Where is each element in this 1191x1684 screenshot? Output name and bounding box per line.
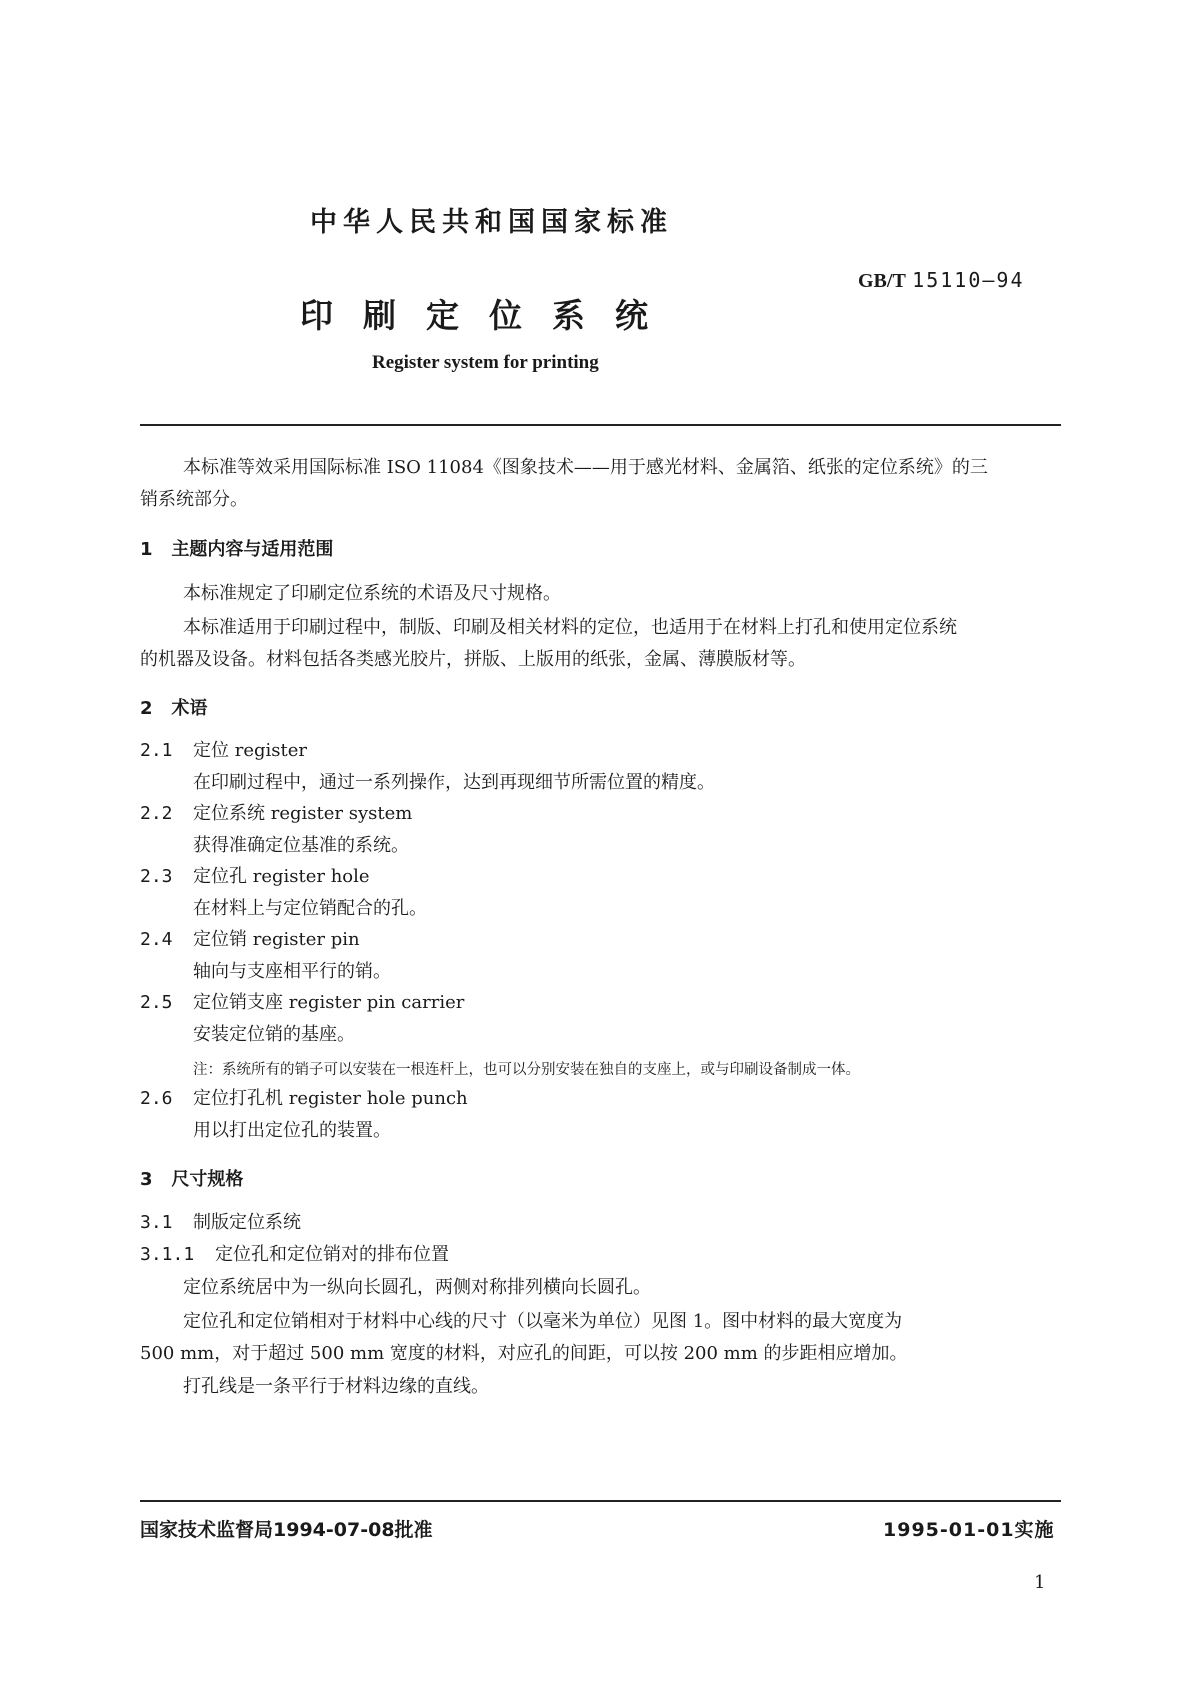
section2-heading (140, 694, 207, 720)
term-number: 2.4 (140, 929, 173, 950)
bottom-divider (140, 1500, 1061, 1502)
intro-line-2: 销系统部分。 (140, 489, 248, 510)
term-definition: 在印刷过程中，通过一系列操作，达到再现细节所需位置的精度。 (193, 772, 715, 793)
section3-number: 3 (140, 1169, 153, 1190)
term-number: 2.3 (140, 866, 173, 887)
standard-code (858, 268, 1024, 293)
section3-paragraph-3: 打孔线是一条平行于材料边缘的直线。 (183, 1376, 489, 1397)
term-name: 定位 register (193, 740, 307, 761)
term-definition: 轴向与支座相平行的销。 (193, 961, 391, 982)
document-title: 印刷定位系统 (300, 296, 678, 335)
section3-heading (140, 1165, 243, 1191)
term-number: 2.5 (140, 992, 173, 1013)
term-definition: 获得准确定位基准的系统。 (193, 835, 409, 856)
term-definition: 在材料上与定位销配合的孔。 (193, 898, 427, 919)
national-standard-title: 中华人民共和国国家标准 (310, 207, 673, 238)
term-name: 定位销 register pin (193, 929, 360, 950)
subsection-3-1-number: 3.1 (140, 1212, 173, 1233)
section1-title: 主题内容与适用范围 (171, 539, 334, 560)
top-divider (140, 424, 1061, 426)
section1-paragraph-1: 本标准规定了印刷定位系统的术语及尺寸规格。 (183, 583, 561, 604)
standard-code-label: GB/T (858, 270, 906, 292)
term-definition: 用以打出定位孔的装置。 (193, 1120, 391, 1141)
document-subtitle: Register system for printing (372, 352, 599, 373)
section3-paragraph-2-line-2: 500 mm，对于超过 500 mm 宽度的材料，对应孔的间距，可以按 200 mm 的步距相应增加。 (140, 1343, 908, 1364)
section3-paragraph-1: 定位系统居中为一纵向长圆孔，两侧对称排列横向长圆孔。 (183, 1277, 651, 1298)
section2-note: 注：系统所有的销子可以安装在一根连杆上，也可以分别安装在独自的支座上，或与印刷设备制成一体。 (193, 1062, 860, 1078)
section3-title: 尺寸规格 (171, 1169, 244, 1190)
term-number: 2.1 (140, 740, 173, 761)
subsection-3-1-1-title: 定位孔和定位销对的排布位置 (215, 1244, 449, 1265)
term-name: 定位孔 register hole (193, 866, 370, 887)
section1-heading (140, 535, 333, 561)
effective-date: 1995-01-01实施 (883, 1519, 1055, 1541)
term-definition: 安装定位销的基座。 (193, 1024, 355, 1045)
subsection-3-1-title: 制版定位系统 (193, 1212, 301, 1233)
term-number: 2.6 (140, 1088, 173, 1109)
section2-number: 2 (140, 698, 153, 719)
term-name: 定位销支座 register pin carrier (193, 992, 465, 1013)
term-name: 定位系统 register system (193, 803, 413, 824)
intro-line-1: 本标准等效采用国际标准 ISO 11084《图象技术——用于感光材料、金属箔、纸张的定位系统》的三 (183, 457, 988, 478)
approval-info: 国家技术监督局1994-07-08批准 (140, 1519, 433, 1541)
subsection-3-1-1-number: 3.1.1 (140, 1244, 195, 1265)
page-number: 1 (1034, 1572, 1046, 1593)
section3-paragraph-2-line-1: 定位孔和定位销相对于材料中心线的尺寸（以毫米为单位）见图 1。图中材料的最大宽度为 (183, 1311, 903, 1332)
section1-paragraph-2-line-1: 本标准适用于印刷过程中，制版、印刷及相关材料的定位，也适用于在材料上打孔和使用定位系统 (183, 617, 957, 638)
term-number: 2.2 (140, 803, 173, 824)
term-name: 定位打孔机 register hole punch (193, 1088, 468, 1109)
section1-number: 1 (140, 539, 153, 560)
section1-paragraph-2-line-2: 的机器及设备。材料包括各类感光胶片，拼版、上版用的纸张，金属、薄膜版材等。 (140, 649, 806, 670)
standard-code-number: 15110—94 (912, 268, 1025, 292)
section2-title: 术语 (171, 698, 208, 719)
